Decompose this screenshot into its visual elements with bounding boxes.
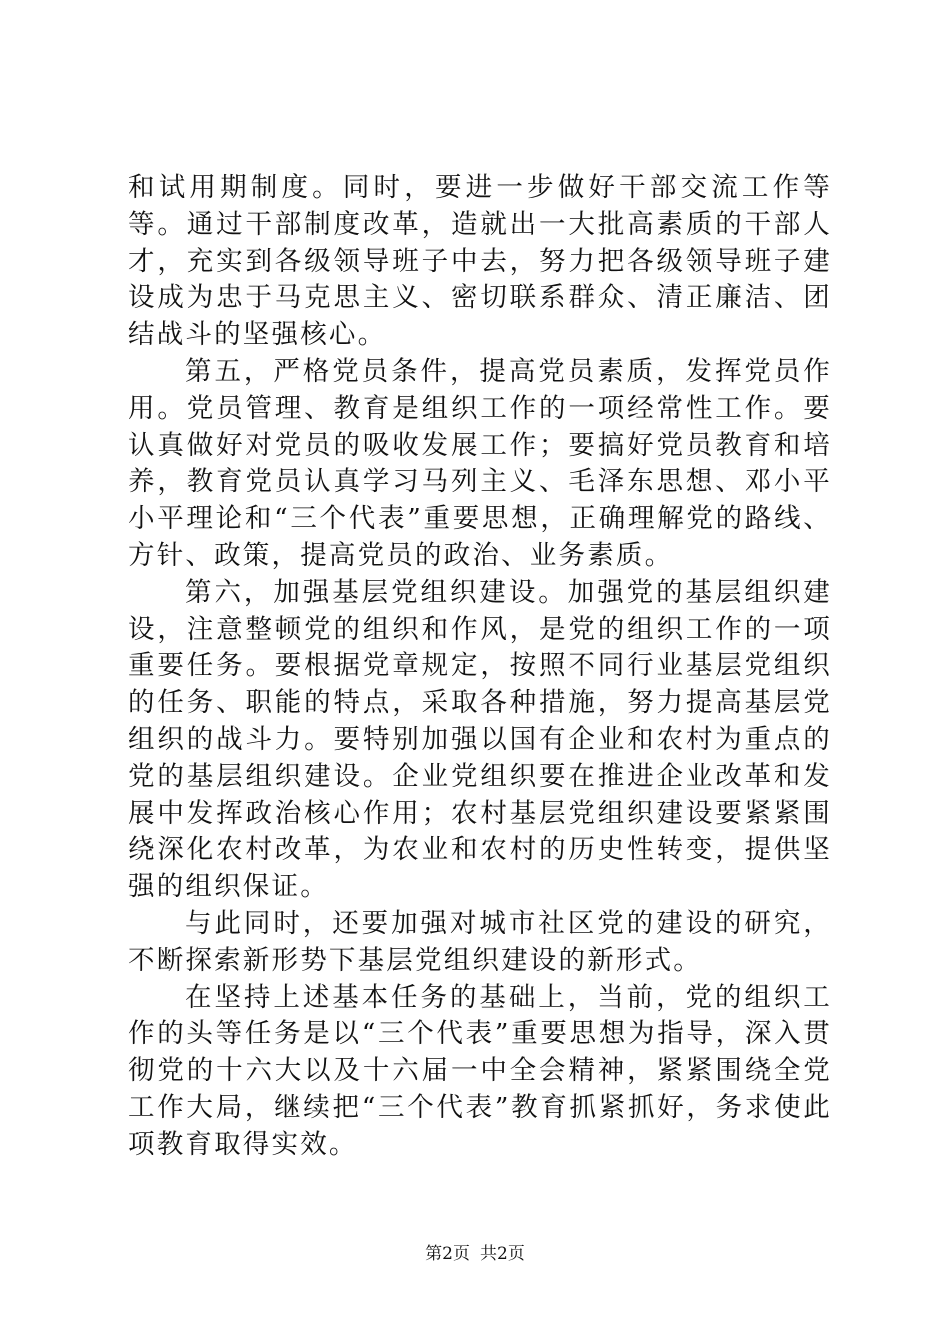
paragraph-fifth-point: 第五，严格党员条件，提高党员素质，发挥党员作用。党员管理、教育是组织工作的一项经常性工作。要认真做好对党员的吸收发展工作；要搞好党员教育和培养，教育党员认真学习马列主义、毛泽东思想、邓小平小平理论和“三个代表”重要思想，正确理解党的路线、方针、政策，提高党员的政治、业务素质。 — [128, 355, 832, 571]
paragraph-sixth-point: 第六，加强基层党组织建设。加强党的基层组织建设，注意整顿党的组织和作风，是党的组织工作的一项重要任务。要根据党章规定，按照不同行业基层党组织的任务、职能的特点，采取各种措施，努力提高基层党组织的战斗力。要特别加强以国有企业和农村为重点的党的基层组织建设。企业党组织要在推进企业改革和发展中发挥政治核心作用；农村基层党组织建设要紧紧围绕深化农村改革，为农业和农村的历史性转变，提供坚强的组织保证。 — [128, 576, 832, 903]
page-total: 共2页 — [480, 1244, 525, 1264]
paragraph-urban-community: 与此同时，还要加强对城市社区党的建设的研究，不断探索新形势下基层党组织建设的新形式。 — [128, 907, 832, 976]
document-body — [128, 170, 832, 1164]
page-footer — [0, 1242, 950, 1266]
paragraph-continued: 和试用期制度。同时，要进一步做好干部交流工作等等。通过干部制度改革，造就出一大批高素质的干部人才，充实到各级领导班子中去，努力把各级领导班子建设成为忠于马克思主义、密切联系群众、清正廉洁、团结战斗的坚强核心。 — [128, 172, 832, 351]
paragraph-current-priority: 在坚持上述基本任务的基础上，当前，党的组织工作的头等任务是以“三个代表”重要思想为指导，深入贯彻党的十六大以及十六届一中全会精神，紧紧围绕全党工作大局，继续把“三个代表”教育抓紧抓好，务求使此项教育取得实效。 — [128, 981, 832, 1160]
page-number: 第2页 — [425, 1244, 470, 1264]
